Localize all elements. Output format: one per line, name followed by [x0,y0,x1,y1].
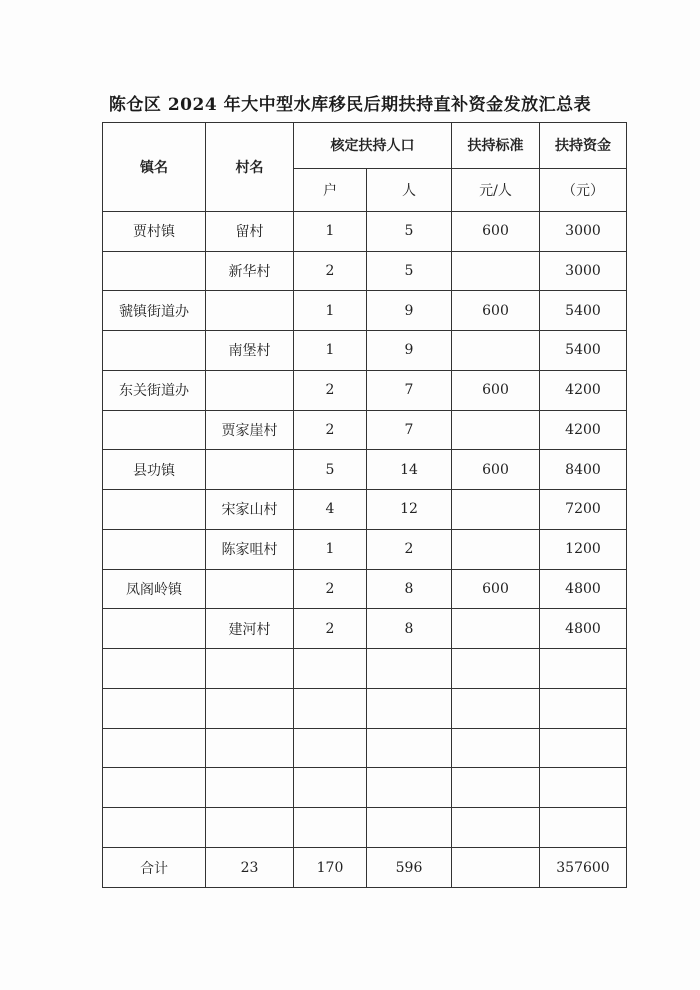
cell-town [103,410,206,450]
cell-village: 新华村 [206,251,294,291]
cell-village [206,688,294,728]
cell-village: 贾家崖村 [206,410,294,450]
cell-standard [452,808,540,848]
cell-households [294,808,367,848]
cell-persons: 5 [367,211,452,251]
cell-standard [452,609,540,649]
cell-standard [452,410,540,450]
table-row [103,649,627,689]
cell-persons: 5 [367,251,452,291]
cell-town [103,529,206,569]
header-households: 户 [294,168,367,211]
cell-households [294,728,367,768]
total-row [103,848,627,888]
cell-households: 1 [294,211,367,251]
cell-persons: 7 [367,410,452,450]
header-persons: 人 [367,168,452,211]
table-row [103,291,627,331]
cell-town [103,688,206,728]
cell-persons [367,728,452,768]
cell-funds: 4800 [540,609,627,649]
cell-persons [367,688,452,728]
header-population: 核定扶持人口 [294,123,452,169]
cell-funds: 5400 [540,331,627,371]
total-households: 170 [294,848,367,888]
cell-town [103,331,206,371]
table-row [103,490,627,530]
table-row [103,251,627,291]
cell-village [206,450,294,490]
summary-table [102,122,627,888]
cell-town [103,609,206,649]
cell-village [206,291,294,331]
cell-funds: 7200 [540,490,627,530]
cell-village [206,808,294,848]
cell-households: 2 [294,410,367,450]
cell-town [103,251,206,291]
cell-persons: 9 [367,331,452,371]
cell-persons: 2 [367,529,452,569]
cell-village [206,768,294,808]
cell-town: 凤阁岭镇 [103,569,206,609]
table-row [103,529,627,569]
cell-village: 南堡村 [206,331,294,371]
cell-households [294,768,367,808]
header-village: 村名 [206,123,294,212]
cell-funds [540,768,627,808]
cell-standard [452,331,540,371]
cell-standard: 600 [452,291,540,331]
header-standard: 扶持标准 [452,123,540,169]
table-row [103,450,627,490]
header-standard-unit: 元/人 [452,168,540,211]
table-row [103,370,627,410]
cell-funds: 4200 [540,370,627,410]
cell-funds [540,688,627,728]
cell-persons: 8 [367,609,452,649]
cell-persons: 9 [367,291,452,331]
cell-households: 1 [294,331,367,371]
cell-funds: 1200 [540,529,627,569]
cell-households: 1 [294,291,367,331]
table-row [103,609,627,649]
cell-persons: 8 [367,569,452,609]
header-funds-unit: （元） [540,168,627,211]
cell-village: 陈家咀村 [206,529,294,569]
cell-village [206,370,294,410]
cell-funds [540,808,627,848]
cell-standard [452,490,540,530]
cell-town: 东关街道办 [103,370,206,410]
cell-households: 4 [294,490,367,530]
table-row [103,410,627,450]
cell-town [103,768,206,808]
cell-town: 县功镇 [103,450,206,490]
cell-households: 2 [294,370,367,410]
cell-funds: 4800 [540,569,627,609]
cell-households: 1 [294,529,367,569]
cell-funds: 3000 [540,211,627,251]
cell-standard [452,649,540,689]
cell-funds: 3000 [540,251,627,291]
header-funds: 扶持资金 [540,123,627,169]
total-funds: 357600 [540,848,627,888]
table-row [103,808,627,848]
table-row [103,569,627,609]
cell-town: 虢镇街道办 [103,291,206,331]
cell-town [103,728,206,768]
table-row [103,728,627,768]
cell-standard: 600 [452,450,540,490]
total-standard [452,848,540,888]
table-row [103,768,627,808]
cell-households [294,688,367,728]
cell-funds: 5400 [540,291,627,331]
cell-standard [452,768,540,808]
cell-town [103,808,206,848]
cell-persons: 12 [367,490,452,530]
cell-households: 2 [294,251,367,291]
cell-town: 贾村镇 [103,211,206,251]
cell-village [206,649,294,689]
total-label: 合计 [103,848,206,888]
cell-funds: 8400 [540,450,627,490]
cell-standard [452,529,540,569]
cell-households: 2 [294,609,367,649]
cell-households: 5 [294,450,367,490]
cell-village: 宋家山村 [206,490,294,530]
document-title: 陈仓区 2024 年大中型水库移民后期扶持直补资金发放汇总表 [108,95,592,115]
cell-persons: 7 [367,370,452,410]
cell-village [206,728,294,768]
cell-town [103,490,206,530]
header-row-1 [103,123,627,169]
cell-standard: 600 [452,370,540,410]
cell-households [294,649,367,689]
table-row [103,688,627,728]
cell-persons [367,808,452,848]
cell-standard: 600 [452,211,540,251]
table-row [103,211,627,251]
cell-funds [540,649,627,689]
cell-village: 建河村 [206,609,294,649]
cell-funds: 4200 [540,410,627,450]
cell-village [206,569,294,609]
cell-village: 留村 [206,211,294,251]
cell-households: 2 [294,569,367,609]
cell-standard [452,688,540,728]
cell-standard: 600 [452,569,540,609]
cell-persons [367,649,452,689]
cell-standard [452,728,540,768]
total-village-count: 23 [206,848,294,888]
total-persons: 596 [367,848,452,888]
cell-persons: 14 [367,450,452,490]
cell-standard [452,251,540,291]
cell-persons [367,768,452,808]
cell-town [103,649,206,689]
table-row [103,331,627,371]
cell-funds [540,728,627,768]
header-town: 镇名 [103,123,206,212]
